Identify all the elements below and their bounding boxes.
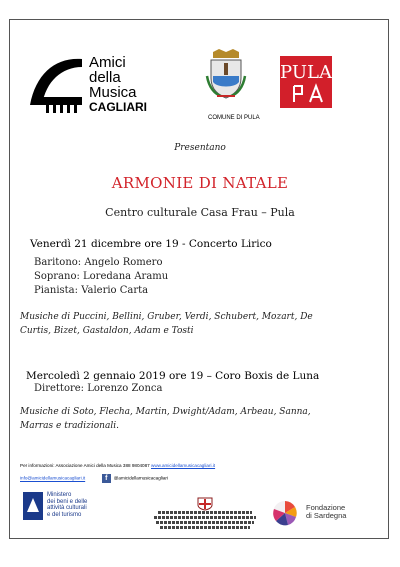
fondazione-line1: Fondazione [306,503,346,512]
mibact-line3: attività culturali [47,505,87,511]
contact-info-line [20,463,215,468]
fondazione-text [306,504,346,520]
mibact-emblem-icon [23,492,43,520]
event1-music-line2: Curtis, Bizet, Gastaldon, Adam e Tosti [20,326,194,336]
event1-music-line1: Musiche di Puccini, Bellini, Gruber, Verdi, Schubert, Mozart, De [20,312,313,322]
presentano-text: Presentano [174,143,226,153]
fondazione-di-sardegna-logo [272,500,362,530]
event2-music [20,405,380,433]
regione-sardegna-logo [150,496,260,536]
contact-info-text: Per informazioni: Associazione Amici della Musica 388 9804087 [20,463,151,468]
mibact-line1: Ministero [47,492,72,498]
amici-logo-line2: della [89,69,121,86]
event1-performers [34,256,168,298]
email-link[interactable]: info@amicidellamusicacagliari.it [20,475,86,481]
event2-director: Direttore: Lorenzo Zonca [34,383,163,394]
comune-di-pula-label: COMUNE DI PULA [208,115,260,121]
fondazione-emblem-icon [272,500,298,526]
pula-logo [280,56,332,108]
piano-wave-icon [26,53,86,115]
event2-heading: Mercoledì 2 gennaio 2019 ore 19 – Coro Boxis de Luna [26,370,320,382]
amici-logo-line3: Musica [89,84,137,101]
event1-heading: Venerdì 21 dicembre ore 19 - Concerto Lirico [30,238,272,250]
facebook-icon[interactable]: f [102,474,111,483]
mibact-logo [23,492,128,534]
poster [9,19,389,539]
website-link[interactable]: www.amicidellamusicacagliari.it [151,463,216,468]
mibact-line4: e del turismo [47,511,82,518]
pula-logo-text: PULA [280,62,332,83]
performer-soprano: Soprano: Loredana Aramu [34,271,169,282]
performer-baritone: Baritono: Angelo Romero [34,257,163,268]
event1-music [20,310,380,338]
amici-logo-city: CAGLIARI [89,100,147,114]
amici-della-musica-logo [26,53,176,123]
regione-emblem-icon [150,497,260,511]
fondazione-line2: di Sardegna [306,511,347,520]
performer-pianist: Pianista: Valerio Carta [34,285,149,296]
contact-social-line [20,474,168,483]
amici-logo-text [89,55,147,115]
coat-of-arms-icon [205,48,247,100]
facebook-handle: @amicidellamusicacagliari [113,475,168,481]
event2-music-line1: Musiche di Soto, Flecha, Martin, Dwight/Adam, Arbeau, Sanna, [20,407,311,417]
mibact-text [47,492,87,518]
amici-logo-line1: Amici [89,54,126,71]
mibact-line2: dei beni e delle [47,498,88,505]
venue-text: Centro culturale Casa Frau – Pula [105,206,295,219]
event2-music-line2: Marras e tradizionali. [20,421,119,431]
event-title: ARMONIE DI NATALE [111,174,289,192]
regione-text-block [150,511,260,529]
